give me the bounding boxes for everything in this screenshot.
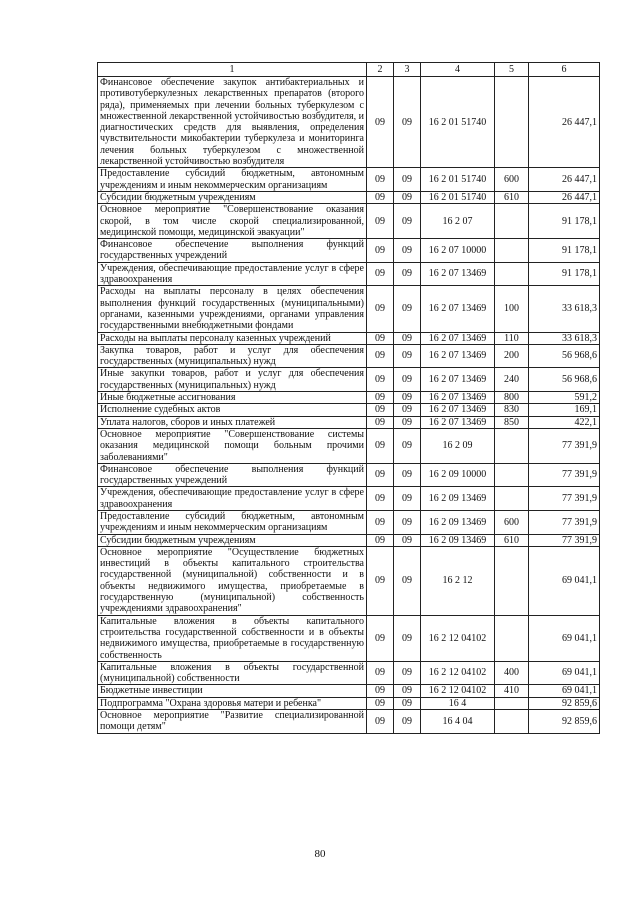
table-row [98, 661, 600, 685]
expense-name-cell: Уплата налогов, сборов и иных платежей [98, 416, 367, 428]
expense-type-cell: 830 [495, 404, 529, 416]
subsection-code-cell: 09 [394, 487, 421, 511]
expense-type-cell [495, 463, 529, 487]
expense-name-cell: Финансовое обеспечение выполнения функций государственных учреждений [98, 239, 367, 263]
table-row [98, 286, 600, 332]
subsection-code-cell: 09 [394, 510, 421, 534]
amount-cell: 69 041,1 [529, 615, 600, 661]
expense-type-cell [495, 615, 529, 661]
subsection-code-cell: 09 [394, 615, 421, 661]
expense-name-cell: Подпрограмма "Охрана здоровья матери и ребенка" [98, 697, 367, 709]
section-code-cell: 09 [367, 286, 394, 332]
expense-type-cell [495, 546, 529, 615]
subsection-code-cell: 09 [394, 368, 421, 392]
header-cell-6: 6 [529, 63, 600, 77]
target-article-cell: 16 2 09 13469 [421, 510, 495, 534]
target-article-cell: 16 2 01 51740 [421, 191, 495, 203]
subsection-code-cell: 09 [394, 168, 421, 192]
table-row [98, 239, 600, 263]
section-code-cell: 09 [367, 168, 394, 192]
subsection-code-cell: 09 [394, 344, 421, 368]
amount-cell: 77 391,9 [529, 428, 600, 463]
table-row [98, 191, 600, 203]
target-article-cell: 16 2 07 13469 [421, 416, 495, 428]
subsection-code-cell: 09 [394, 262, 421, 286]
expense-type-cell [495, 710, 529, 734]
section-code-cell: 09 [367, 710, 394, 734]
section-code-cell: 09 [367, 191, 394, 203]
expense-name-cell: Основное мероприятие "Осуществление бюджетных инвестиций в объекты капитального строительства государственной (муниципальной) собственности и в объекты недвижимого имущества, приобретаемые в государственную (муниципальной) собственность учреждениями здравоохранения" [98, 546, 367, 615]
table-row [98, 392, 600, 404]
subsection-code-cell: 09 [394, 710, 421, 734]
header-cell-2: 2 [367, 63, 394, 77]
expense-type-cell: 100 [495, 286, 529, 332]
amount-cell: 91 178,1 [529, 204, 600, 239]
expense-name-cell: Учреждения, обеспечивающие предоставление услуг в сфере здравоохранения [98, 262, 367, 286]
table-row [98, 615, 600, 661]
amount-cell: 56 968,6 [529, 344, 600, 368]
subsection-code-cell: 09 [394, 332, 421, 344]
target-article-cell: 16 2 07 13469 [421, 392, 495, 404]
expense-type-cell: 800 [495, 392, 529, 404]
header-row [98, 63, 600, 77]
expense-type-cell [495, 204, 529, 239]
amount-cell: 77 391,9 [529, 463, 600, 487]
target-article-cell: 16 4 04 [421, 710, 495, 734]
expense-type-cell: 410 [495, 685, 529, 697]
subsection-code-cell: 09 [394, 239, 421, 263]
subsection-code-cell: 09 [394, 546, 421, 615]
expense-type-cell: 400 [495, 661, 529, 685]
subsection-code-cell: 09 [394, 697, 421, 709]
table-row [98, 546, 600, 615]
subsection-code-cell: 09 [394, 463, 421, 487]
amount-cell: 69 041,1 [529, 661, 600, 685]
subsection-code-cell: 09 [394, 204, 421, 239]
section-code-cell: 09 [367, 487, 394, 511]
amount-cell: 91 178,1 [529, 239, 600, 263]
section-code-cell: 09 [367, 77, 394, 168]
expense-name-cell: Расходы на выплаты персоналу в целях обеспечения выполнения функций государственных (муниципальными) органами, казенными учреждениями, органами управления государственными внебюджетными фондами [98, 286, 367, 332]
section-code-cell: 09 [367, 239, 394, 263]
table-row [98, 416, 600, 428]
amount-cell: 77 391,9 [529, 510, 600, 534]
header-cell-4: 4 [421, 63, 495, 77]
section-code-cell: 09 [367, 510, 394, 534]
section-code-cell: 09 [367, 392, 394, 404]
header-cell-3: 3 [394, 63, 421, 77]
expense-type-cell: 610 [495, 534, 529, 546]
table-row [98, 710, 600, 734]
table-row [98, 487, 600, 511]
section-code-cell: 09 [367, 428, 394, 463]
table-row [98, 332, 600, 344]
section-code-cell: 09 [367, 546, 394, 615]
target-article-cell: 16 2 09 13469 [421, 487, 495, 511]
table-row [98, 534, 600, 546]
target-article-cell: 16 2 12 [421, 546, 495, 615]
table-row [98, 697, 600, 709]
section-code-cell: 09 [367, 404, 394, 416]
table-row [98, 428, 600, 463]
section-code-cell: 09 [367, 344, 394, 368]
amount-cell: 26 447,1 [529, 191, 600, 203]
expense-type-cell: 240 [495, 368, 529, 392]
target-article-cell: 16 2 07 13469 [421, 344, 495, 368]
table-body [98, 77, 600, 734]
table-row [98, 510, 600, 534]
page-number: 80 [314, 848, 326, 860]
amount-cell: 92 859,6 [529, 697, 600, 709]
amount-cell: 33 618,3 [529, 286, 600, 332]
target-article-cell: 16 2 07 10000 [421, 239, 495, 263]
expense-type-cell: 110 [495, 332, 529, 344]
expense-name-cell: Субсидии бюджетным учреждениям [98, 191, 367, 203]
section-code-cell: 09 [367, 685, 394, 697]
expense-name-cell: Финансовое обеспечение закупок антибактериальных и противотуберкулезных лекарственных препаратов (второго ряда), применяемых при лечении больных туберкулезом с множественной лекарственной устойчивостью возбудителя, и диагностических средств для выявления, определения чувствительности микобактерии туберкулеза и мониторинга лечения больных туберкулезом с множественной лекарственной устойчивостью возбудителя [98, 77, 367, 168]
subsection-code-cell: 09 [394, 685, 421, 697]
expense-name-cell: Учреждения, обеспечивающие предоставление услуг в сфере здравоохранения [98, 487, 367, 511]
target-article-cell: 16 4 [421, 697, 495, 709]
expense-name-cell: Предоставление субсидий бюджетным, автономным учреждениям и иным некоммерческим организациям [98, 168, 367, 192]
expense-name-cell: Финансовое обеспечение выполнения функций государственных учреждений [98, 463, 367, 487]
table-row [98, 368, 600, 392]
expense-name-cell: Основное мероприятие "Совершенствование оказания скорой, в том числе скорой специализированной, медицинской помощи, медицинской эвакуации" [98, 204, 367, 239]
table-row [98, 262, 600, 286]
amount-cell: 77 391,9 [529, 487, 600, 511]
expense-type-cell [495, 262, 529, 286]
target-article-cell: 16 2 12 04102 [421, 615, 495, 661]
expense-type-cell [495, 697, 529, 709]
expense-name-cell: Исполнение судебных актов [98, 404, 367, 416]
target-article-cell: 16 2 09 13469 [421, 534, 495, 546]
expense-type-cell: 200 [495, 344, 529, 368]
header-cell-5: 5 [495, 63, 529, 77]
target-article-cell: 16 2 09 10000 [421, 463, 495, 487]
table-row [98, 77, 600, 168]
expense-type-cell [495, 77, 529, 168]
section-code-cell: 09 [367, 615, 394, 661]
amount-cell: 26 447,1 [529, 77, 600, 168]
section-code-cell: 09 [367, 534, 394, 546]
target-article-cell: 16 2 01 51740 [421, 77, 495, 168]
section-code-cell: 09 [367, 332, 394, 344]
table-row [98, 204, 600, 239]
target-article-cell: 16 2 12 04102 [421, 685, 495, 697]
amount-cell: 422,1 [529, 416, 600, 428]
subsection-code-cell: 09 [394, 416, 421, 428]
target-article-cell: 16 2 01 51740 [421, 168, 495, 192]
expense-name-cell: Субсидии бюджетным учреждениям [98, 534, 367, 546]
subsection-code-cell: 09 [394, 286, 421, 332]
amount-cell: 92 859,6 [529, 710, 600, 734]
expense-name-cell: Основное мероприятие "Развитие специализированной помощи детям" [98, 710, 367, 734]
section-code-cell: 09 [367, 416, 394, 428]
target-article-cell: 16 2 07 13469 [421, 262, 495, 286]
expense-name-cell: Бюджетные инвестиции [98, 685, 367, 697]
target-article-cell: 16 2 07 13469 [421, 332, 495, 344]
table-row [98, 685, 600, 697]
expense-type-cell: 850 [495, 416, 529, 428]
section-code-cell: 09 [367, 463, 394, 487]
subsection-code-cell: 09 [394, 428, 421, 463]
budget-table [97, 62, 600, 734]
subsection-code-cell: 09 [394, 77, 421, 168]
expense-type-cell: 610 [495, 191, 529, 203]
subsection-code-cell: 09 [394, 661, 421, 685]
amount-cell: 77 391,9 [529, 534, 600, 546]
target-article-cell: 16 2 07 13469 [421, 368, 495, 392]
target-article-cell: 16 2 07 13469 [421, 286, 495, 332]
expense-name-cell: Иные закупки товаров, работ и услуг для обеспечения государственных (муниципальных) нужд [98, 368, 367, 392]
expense-name-cell: Капитальные вложения в объекты капитального строительства государственной собственности и в объекты недвижимого имущества, приобретаемые в государственную собственность [98, 615, 367, 661]
amount-cell: 591,2 [529, 392, 600, 404]
expense-type-cell [495, 487, 529, 511]
amount-cell: 56 968,6 [529, 368, 600, 392]
expense-name-cell: Предоставление субсидий бюджетным, автономным учреждениям и иным некоммерческим организациям [98, 510, 367, 534]
header-cell-1: 1 [98, 63, 367, 77]
amount-cell: 26 447,1 [529, 168, 600, 192]
target-article-cell: 16 2 07 13469 [421, 404, 495, 416]
section-code-cell: 09 [367, 661, 394, 685]
subsection-code-cell: 09 [394, 404, 421, 416]
expense-name-cell: Закупка товаров, работ и услуг для обеспечения государственных (муниципальных) нужд [98, 344, 367, 368]
expense-name-cell: Расходы на выплаты персоналу казенных учреждений [98, 332, 367, 344]
expense-name-cell: Основное мероприятие "Совершенствование системы оказания медицинской помощи больным прочими заболеваниями" [98, 428, 367, 463]
section-code-cell: 09 [367, 262, 394, 286]
amount-cell: 33 618,3 [529, 332, 600, 344]
amount-cell: 69 041,1 [529, 685, 600, 697]
subsection-code-cell: 09 [394, 191, 421, 203]
expense-type-cell: 600 [495, 168, 529, 192]
expense-name-cell: Иные бюджетные ассигнования [98, 392, 367, 404]
table-row [98, 404, 600, 416]
amount-cell: 169,1 [529, 404, 600, 416]
table-row [98, 463, 600, 487]
subsection-code-cell: 09 [394, 392, 421, 404]
table-row [98, 168, 600, 192]
section-code-cell: 09 [367, 204, 394, 239]
subsection-code-cell: 09 [394, 534, 421, 546]
target-article-cell: 16 2 09 [421, 428, 495, 463]
expense-name-cell: Капитальные вложения в объекты государственной (муниципальной) собственности [98, 661, 367, 685]
expense-type-cell [495, 239, 529, 263]
table-row [98, 344, 600, 368]
target-article-cell: 16 2 12 04102 [421, 661, 495, 685]
section-code-cell: 09 [367, 368, 394, 392]
target-article-cell: 16 2 07 [421, 204, 495, 239]
amount-cell: 91 178,1 [529, 262, 600, 286]
amount-cell: 69 041,1 [529, 546, 600, 615]
section-code-cell: 09 [367, 697, 394, 709]
expense-type-cell [495, 428, 529, 463]
expense-type-cell: 600 [495, 510, 529, 534]
